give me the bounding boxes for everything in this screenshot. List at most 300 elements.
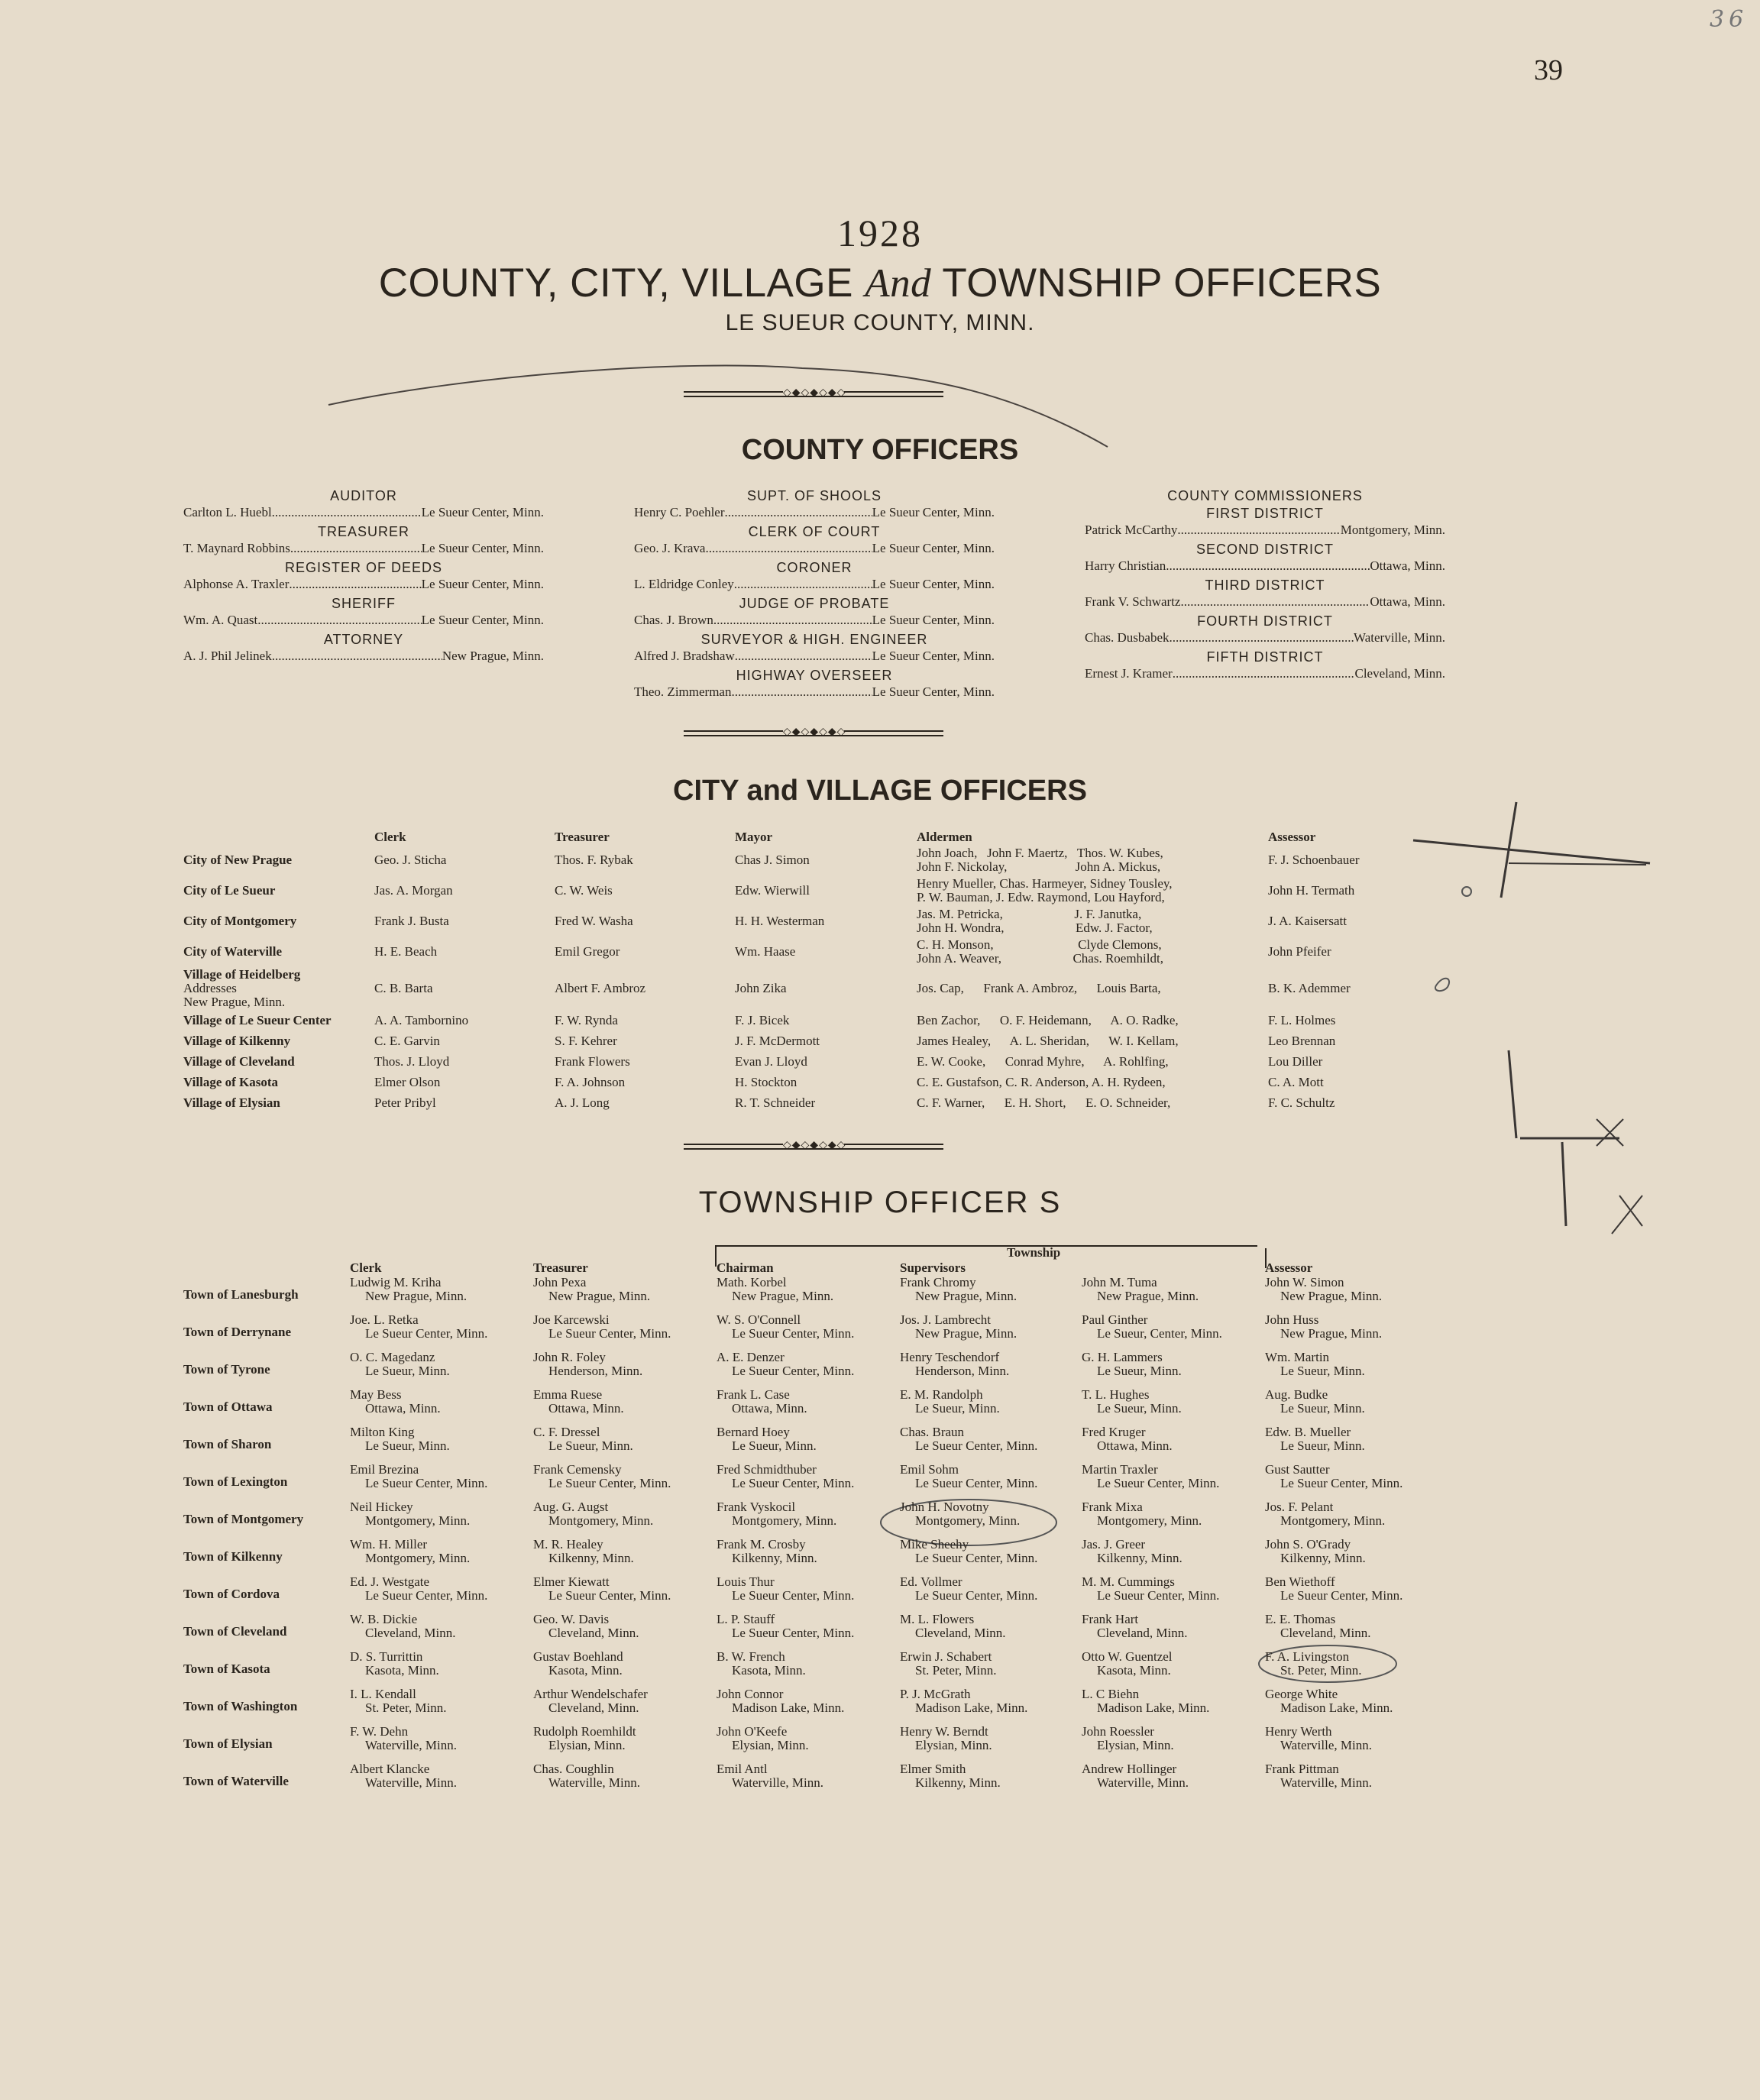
- officer-cell: [350, 1687, 533, 1725]
- county-col-2: [634, 487, 995, 704]
- aldermen-names: Henry Mueller, Chas. Harmeyer, Sidney Tousley, P. W. Bauman, J. Edw. Raymond, Lou Hayford,: [917, 876, 1173, 904]
- officer-name: Ben Wiethoff: [1265, 1574, 1335, 1589]
- assessor-name: John H. Termath: [1268, 883, 1355, 898]
- officer-name: Elmer Kiewatt: [533, 1574, 610, 1589]
- officer-location: Le Sueur Center, Minn.: [872, 577, 995, 591]
- city-row: [183, 845, 1421, 875]
- officer-location: Le Sueur Center, Minn.: [872, 505, 995, 519]
- leader-dots: [1180, 594, 1370, 610]
- township-row: [183, 1313, 1433, 1351]
- officer-address: Le Sueur Center, Minn.: [915, 1551, 1038, 1565]
- treasurer-name: Albert F. Ambroz: [555, 981, 646, 995]
- officer-address: Le Sueur Center, Minn.: [365, 1476, 488, 1490]
- officer-cell: [717, 1388, 900, 1425]
- township-row: [183, 1538, 1433, 1575]
- officer-name: Wm. A. Quast: [183, 613, 258, 627]
- township-row: [183, 1687, 1433, 1725]
- officer-cell: [1265, 1351, 1433, 1388]
- office-holder-row: [1085, 558, 1445, 574]
- officer-address: Le Sueur, Minn.: [915, 1401, 1000, 1416]
- officer-cell: [1265, 1500, 1433, 1538]
- officer-name: Emma Ruese: [533, 1387, 603, 1402]
- township-row: [183, 1500, 1433, 1538]
- clerk-name: C. E. Garvin: [374, 1033, 440, 1048]
- aldermen-names: C. F. Warner, E. H. Short, E. O. Schneider,: [917, 1095, 1171, 1110]
- office-holder-row: [634, 540, 995, 556]
- officer-cell: [350, 1388, 533, 1425]
- officer-cell: [350, 1463, 533, 1500]
- officer-name: Edw. B. Mueller: [1265, 1425, 1351, 1439]
- officer-address: Le Sueur Center, Minn.: [365, 1588, 488, 1603]
- officer-cell: [350, 1650, 533, 1687]
- officer-name: Jos. F. Pelant: [1265, 1500, 1334, 1514]
- officer-cell: [1082, 1725, 1265, 1762]
- officer-address: Kilkenny, Minn.: [548, 1551, 634, 1565]
- officer-cell: [900, 1575, 1082, 1613]
- officer-name: Frank Hart: [1082, 1612, 1139, 1626]
- office-holder-row: [1085, 665, 1445, 681]
- twp-col-treasurer: Treasurer: [533, 1260, 588, 1275]
- officer-cell: [350, 1425, 533, 1463]
- town-name: Town of Lanesburgh: [183, 1286, 299, 1302]
- officer-name: Jos. J. Lambrecht: [900, 1312, 991, 1327]
- officer-name: Fred Schmidthuber: [717, 1462, 817, 1477]
- treasurer-name: Frank Flowers: [555, 1053, 630, 1069]
- officer-name: Wm. Martin: [1265, 1350, 1330, 1364]
- assessor-name: Leo Brennan: [1268, 1033, 1336, 1048]
- town-name: Town of Kilkenny: [183, 1548, 283, 1564]
- clerk-name: Thos. J. Lloyd: [374, 1053, 450, 1069]
- year-heading: 1928: [837, 212, 923, 254]
- office-title: AUDITOR: [330, 488, 397, 503]
- officer-address: Montgomery, Minn.: [1097, 1513, 1202, 1528]
- office-holder-row: [634, 504, 995, 520]
- officer-address: Elysian, Minn.: [915, 1738, 992, 1752]
- officer-address: Le Sueur Center, Minn.: [732, 1364, 855, 1378]
- officer-cell: [717, 1725, 900, 1762]
- leader-dots: [1177, 522, 1340, 538]
- officer-address: Le Sueur, Center, Minn.: [1097, 1326, 1222, 1341]
- officer-name: John W. Simon: [1265, 1275, 1344, 1289]
- leader-dots: [1173, 665, 1355, 681]
- county-col-3: [1085, 487, 1445, 685]
- officer-address: Waterville, Minn.: [1280, 1738, 1372, 1752]
- officer-name: W. S. O'Connell: [717, 1312, 801, 1327]
- place-name: Village of Heidelberg Addresses New Prague, Minn.: [183, 967, 301, 1009]
- officer-cell: [350, 1613, 533, 1650]
- leader-dots: [735, 648, 872, 664]
- officer-address: St. Peter, Minn.: [915, 1663, 997, 1678]
- officer-cell: [1082, 1762, 1265, 1800]
- officer-name: George White: [1265, 1687, 1338, 1701]
- officer-name: Geo. J. Krava: [634, 541, 706, 555]
- officer-name: Henry W. Berndt: [900, 1724, 988, 1739]
- officer-name: Chas. Braun: [900, 1425, 965, 1439]
- officer-cell: [533, 1575, 717, 1613]
- place-name: City of Montgomery: [183, 914, 297, 928]
- officer-cell: [900, 1388, 1082, 1425]
- assessor-name: J. A. Kaisersatt: [1268, 914, 1347, 928]
- officer-name: Ernest J. Kramer: [1085, 666, 1173, 681]
- place-name: City of Waterville: [183, 944, 283, 959]
- township-row: [183, 1575, 1433, 1613]
- leader-dots: [713, 612, 872, 628]
- township-row: [183, 1762, 1433, 1800]
- officer-address: Waterville, Minn.: [732, 1775, 823, 1790]
- officer-address: Cleveland, Minn.: [915, 1626, 1006, 1640]
- officer-location: New Prague, Minn.: [442, 649, 544, 663]
- assessor-name: John Pfeifer: [1268, 944, 1331, 959]
- clerk-name: H. E. Beach: [374, 944, 438, 959]
- officer-address: Le Sueur, Minn.: [1280, 1364, 1365, 1378]
- mayor-name: J. F. McDermott: [735, 1033, 820, 1048]
- township-row: [183, 1463, 1433, 1500]
- clerk-name: C. B. Barta: [374, 981, 433, 995]
- officer-cell: [350, 1313, 533, 1351]
- officer-name: Aug. Budke: [1265, 1387, 1328, 1402]
- officer-name: Chas. Dusbabek: [1085, 630, 1170, 645]
- officer-cell: [717, 1276, 900, 1313]
- officer-cell: [900, 1613, 1082, 1650]
- leader-dots: [1166, 558, 1370, 574]
- officer-address: Le Sueur Center, Minn.: [732, 1626, 855, 1640]
- officer-address: Le Sueur Center, Minn.: [548, 1588, 671, 1603]
- officer-name: Milton King: [350, 1425, 415, 1439]
- officer-name: A. J. Phil Jelinek: [183, 649, 272, 663]
- officer-name: Joe Karcewski: [533, 1312, 610, 1327]
- town-name: Town of Kasota: [183, 1661, 270, 1676]
- place-name: Village of Cleveland: [183, 1053, 295, 1069]
- officer-address: Le Sueur, Minn.: [1097, 1364, 1182, 1378]
- officer-address: Le Sueur Center, Minn.: [365, 1326, 488, 1341]
- col-assessor: Assessor: [1268, 830, 1316, 844]
- officer-name: Chas. J. Brown: [634, 613, 713, 627]
- officer-address: Elysian, Minn.: [1097, 1738, 1174, 1752]
- officer-name: Rudolph Roemhildt: [533, 1724, 636, 1739]
- officer-cell: [350, 1762, 533, 1800]
- place-name: Village of Kasota: [183, 1074, 279, 1089]
- clerk-name: Elmer Olson: [374, 1074, 441, 1089]
- township-row: [183, 1425, 1433, 1463]
- officer-address: Cleveland, Minn.: [548, 1700, 639, 1715]
- officer-address: Le Sueur Center, Minn.: [915, 1588, 1038, 1603]
- officer-name: Arthur Wendelschafer: [533, 1687, 648, 1701]
- aldermen-names: James Healey, A. L. Sheridan, W. I. Kellam,: [917, 1033, 1179, 1048]
- treasurer-name: S. F. Kehrer: [555, 1033, 617, 1048]
- officer-address: New Prague, Minn.: [1280, 1289, 1383, 1303]
- officer-address: Kasota, Minn.: [732, 1663, 806, 1678]
- officer-cell: [900, 1762, 1082, 1800]
- page-title: COUNTY, CITY, VILLAGE And TOWNSHIP OFFICERS: [378, 260, 1382, 306]
- leader-dots: [705, 540, 872, 556]
- officer-name: L. P. Stauff: [717, 1612, 775, 1626]
- ornament-divider: ◇◆◇◆◇◆◇: [684, 1142, 943, 1151]
- officer-cell: [533, 1313, 717, 1351]
- officer-address: Waterville, Minn.: [1280, 1775, 1372, 1790]
- officer-name: D. S. Turrittin: [350, 1649, 423, 1664]
- office-holder-row: [183, 540, 544, 556]
- mayor-name: Chas J. Simon: [735, 853, 810, 867]
- officer-cell: [900, 1650, 1082, 1687]
- city-village-table: [183, 827, 1421, 1113]
- officer-address: Montgomery, Minn.: [732, 1513, 837, 1528]
- office-title: FOURTH DISTRICT: [1197, 613, 1333, 629]
- officer-name: Frank Cemensky: [533, 1462, 622, 1477]
- officer-name: Frank Chromy: [900, 1275, 976, 1289]
- officer-location: Le Sueur Center, Minn.: [421, 505, 544, 519]
- officer-cell: [350, 1276, 533, 1313]
- leader-dots: [272, 648, 442, 664]
- officer-address: Madison Lake, Minn.: [1280, 1700, 1393, 1715]
- office-holder-row: [183, 648, 544, 664]
- officer-location: Le Sueur Center, Minn.: [421, 577, 544, 591]
- officer-name: Louis Thur: [717, 1574, 775, 1589]
- assessor-name: C. A. Mott: [1268, 1074, 1324, 1089]
- office-title: CLERK OF COURT: [748, 524, 881, 539]
- officer-address: Le Sueur, Minn.: [1280, 1438, 1365, 1453]
- officer-name: W. B. Dickie: [350, 1612, 418, 1626]
- officer-cell: [1265, 1650, 1433, 1687]
- officer-name: Chas. Coughlin: [533, 1762, 614, 1776]
- officer-address: New Prague, Minn.: [915, 1326, 1017, 1341]
- officer-address: Montgomery, Minn.: [365, 1513, 471, 1528]
- officer-cell: [1082, 1388, 1265, 1425]
- officer-address: Ottawa, Minn.: [548, 1401, 624, 1416]
- officer-cell: [533, 1463, 717, 1500]
- officer-name: Gust Sautter: [1265, 1462, 1330, 1477]
- place-name: City of Le Sueur: [183, 883, 276, 898]
- officer-name: John Connor: [717, 1687, 784, 1701]
- officer-cell: [1082, 1538, 1265, 1575]
- office-holder-row: [634, 648, 995, 664]
- officer-cell: [1265, 1725, 1433, 1762]
- officer-name: Ed. J. Westgate: [350, 1574, 430, 1589]
- officer-cell: [1265, 1425, 1433, 1463]
- officer-address: Waterville, Minn.: [1097, 1775, 1189, 1790]
- officer-cell: [533, 1613, 717, 1650]
- officer-address: Montgomery, Minn.: [1280, 1513, 1386, 1528]
- officer-address: Le Sueur Center, Minn.: [732, 1476, 855, 1490]
- officer-cell: [900, 1538, 1082, 1575]
- officer-name: Math. Korbel: [717, 1275, 787, 1289]
- assessor-name: F. C. Schultz: [1268, 1095, 1335, 1110]
- officer-name: Neil Hickey: [350, 1500, 413, 1514]
- town-name: Town of Washington: [183, 1698, 298, 1713]
- officer-name: Theo. Zimmerman: [634, 684, 732, 699]
- aldermen-names: E. W. Cooke, Conrad Myhre, A. Rohlfing,: [917, 1053, 1169, 1069]
- officer-name: Frank Mixa: [1082, 1500, 1143, 1514]
- officer-address: New Prague, Minn.: [915, 1289, 1017, 1303]
- twp-col-chairman: Chairman: [717, 1260, 774, 1275]
- officer-address: Cleveland, Minn.: [548, 1626, 639, 1640]
- ornament-divider: ◇◆◇◆◇◆◇: [684, 390, 943, 399]
- clerk-name: Frank J. Busta: [374, 914, 449, 928]
- office-holder-row: [183, 612, 544, 628]
- officer-address: New Prague, Minn.: [1280, 1326, 1383, 1341]
- officer-name: Harry Christian: [1085, 558, 1166, 573]
- officer-location: Le Sueur Center, Minn.: [421, 613, 544, 627]
- officer-address: Le Sueur, Minn.: [1280, 1401, 1365, 1416]
- officer-name: Bernard Hoey: [717, 1425, 790, 1439]
- mayor-name: Edw. Wierwill: [735, 883, 810, 898]
- town-name: Town of Sharon: [183, 1436, 272, 1451]
- assessor-name: F. J. Schoenbauer: [1268, 853, 1360, 867]
- city-row: [183, 1010, 1421, 1031]
- officer-name: John Pexa: [533, 1275, 587, 1289]
- officer-cell: [900, 1276, 1082, 1313]
- mayor-name: H. Stockton: [735, 1074, 798, 1089]
- clerk-name: Geo. J. Sticha: [374, 853, 447, 867]
- leader-dots: [272, 504, 422, 520]
- col-aldermen: Aldermen: [917, 830, 972, 844]
- officer-name: Elmer Smith: [900, 1762, 966, 1776]
- officer-name: John M. Tuma: [1082, 1275, 1157, 1289]
- officer-address: Le Sueur Center, Minn.: [732, 1588, 855, 1603]
- office-title: REGISTER OF DEEDS: [284, 560, 443, 575]
- officer-cell: [717, 1313, 900, 1351]
- officer-address: Waterville, Minn.: [365, 1738, 457, 1752]
- officer-cell: [1265, 1463, 1433, 1500]
- officer-name: T. Maynard Robbins: [183, 541, 290, 555]
- officer-address: Kilkenny, Minn.: [1280, 1551, 1366, 1565]
- officer-cell: [1082, 1687, 1265, 1725]
- officer-name: F. W. Dehn: [350, 1724, 409, 1739]
- officer-name: Erwin J. Schabert: [900, 1649, 992, 1664]
- office-title: ATTORNEY: [323, 632, 404, 647]
- officer-location: Montgomery, Minn.: [1340, 523, 1445, 537]
- officer-cell: [350, 1351, 533, 1388]
- city-row: [183, 1031, 1421, 1051]
- office-holder-row: [1085, 629, 1445, 646]
- officer-address: Montgomery, Minn.: [365, 1551, 471, 1565]
- township-heading: TOWNSHIP OFFICER S: [698, 1186, 1062, 1219]
- officer-cell: [533, 1500, 717, 1538]
- officer-cell: [533, 1762, 717, 1800]
- officer-name: Martin Traxler: [1082, 1462, 1158, 1477]
- officer-address: Le Sueur Center, Minn.: [1280, 1588, 1403, 1603]
- officer-cell: [900, 1313, 1082, 1351]
- page-number: 39: [1534, 54, 1563, 86]
- leader-dots: [290, 540, 422, 556]
- officer-name: May Bess: [350, 1387, 402, 1402]
- officer-cell: [717, 1538, 900, 1575]
- twp-col-clerk: Clerk: [350, 1260, 382, 1275]
- township-table: [183, 1245, 1433, 1800]
- officer-location: Cleveland, Minn.: [1354, 666, 1445, 681]
- office-title: THIRD DISTRICT: [1205, 578, 1325, 593]
- officer-cell: [1082, 1650, 1265, 1687]
- officer-cell: [1082, 1575, 1265, 1613]
- mayor-name: H. H. Westerman: [735, 914, 825, 928]
- officer-address: Madison Lake, Minn.: [915, 1700, 1028, 1715]
- officer-address: Elysian, Minn.: [732, 1738, 809, 1752]
- town-name: Town of Derrynane: [183, 1324, 292, 1339]
- officer-name: Geo. W. Davis: [533, 1612, 610, 1626]
- city-row: [183, 967, 1421, 1010]
- officer-address: Le Sueur Center, Minn.: [1097, 1588, 1220, 1603]
- county-officers-heading: COUNTY OFFICERS: [741, 434, 1019, 466]
- leader-dots: [289, 576, 421, 592]
- assessor-name: F. L. Holmes: [1268, 1012, 1336, 1027]
- township-row: [183, 1388, 1433, 1425]
- col-clerk: Clerk: [374, 830, 406, 844]
- place-name: Village of Kilkenny: [183, 1033, 291, 1048]
- city-row: [183, 906, 1421, 937]
- officer-location: Waterville, Minn.: [1354, 630, 1445, 645]
- officer-location: Le Sueur Center, Minn.: [872, 649, 995, 663]
- officer-name: Andrew Hollinger: [1082, 1762, 1177, 1776]
- leader-dots: [725, 504, 872, 520]
- officer-cell: [717, 1351, 900, 1388]
- officer-name: I. L. Kendall: [350, 1687, 416, 1701]
- place-name: Village of Elysian: [183, 1095, 280, 1110]
- officer-name: Otto W. Guentzel: [1082, 1649, 1173, 1664]
- officer-cell: [717, 1613, 900, 1650]
- twp-col-assessor: Assessor: [1265, 1260, 1313, 1275]
- officer-name: Joe. L. Retka: [350, 1312, 419, 1327]
- officer-cell: [1082, 1425, 1265, 1463]
- officer-cell: [1265, 1276, 1433, 1313]
- officer-address: Madison Lake, Minn.: [732, 1700, 845, 1715]
- officer-address: Montgomery, Minn.: [915, 1513, 1021, 1528]
- office-title: SHERIFF: [331, 596, 396, 611]
- office-title: JUDGE OF PROBATE: [739, 596, 890, 611]
- officer-name: Alphonse A. Traxler: [183, 577, 290, 591]
- officer-name: John Huss: [1265, 1312, 1319, 1327]
- office-holder-row: [634, 576, 995, 592]
- officer-address: Le Sueur, Minn.: [732, 1438, 817, 1453]
- officer-cell: [1082, 1463, 1265, 1500]
- officer-location: Le Sueur Center, Minn.: [872, 684, 995, 699]
- office-holder-row: [1085, 522, 1445, 538]
- officer-location: Ottawa, Minn.: [1370, 558, 1445, 573]
- mayor-name: John Zika: [735, 981, 787, 995]
- officer-cell: [717, 1425, 900, 1463]
- officer-name: John O'Keefe: [717, 1724, 788, 1739]
- officer-cell: [1265, 1388, 1433, 1425]
- officer-address: Le Sueur, Minn.: [365, 1438, 450, 1453]
- officer-name: Henry C. Poehler: [634, 505, 725, 519]
- officer-name: T. L. Hughes: [1082, 1387, 1150, 1402]
- officer-cell: [533, 1388, 717, 1425]
- city-row: [183, 875, 1421, 906]
- handwritten-page-mark: 36: [1710, 6, 1749, 33]
- mayor-name: F. J. Bicek: [735, 1012, 790, 1027]
- officer-cell: [1265, 1687, 1433, 1725]
- city-village-heading: CITY and VILLAGE OFFICERS: [673, 775, 1087, 807]
- officer-location: Le Sueur Center, Minn.: [872, 541, 995, 555]
- officer-name: Carlton L. Huebl: [183, 505, 272, 519]
- col-treasurer: Treasurer: [555, 830, 610, 844]
- officer-name: M. L. Flowers: [900, 1612, 975, 1626]
- officer-cell: [717, 1575, 900, 1613]
- officer-address: Kilkenny, Minn.: [1097, 1551, 1182, 1565]
- officer-address: Ottawa, Minn.: [1097, 1438, 1173, 1453]
- officer-name: G. H. Lammers: [1082, 1350, 1163, 1364]
- officer-name: Frank L. Case: [717, 1387, 790, 1402]
- leader-dots: [257, 612, 421, 628]
- town-name: Town of Lexington: [183, 1474, 288, 1489]
- city-row: [183, 937, 1421, 967]
- office-title: FIRST DISTRICT: [1206, 506, 1324, 521]
- aldermen-names: Ben Zachor, O. F. Heidemann, A. O. Radke,: [917, 1012, 1179, 1027]
- officer-address: Le Sueur Center, Minn.: [548, 1326, 671, 1341]
- officer-cell: [1265, 1538, 1433, 1575]
- officer-name: Mike Sheehy: [900, 1537, 969, 1552]
- office-holder-row: [1085, 594, 1445, 610]
- aldermen-names: C. H. Monson, Clyde Clemons, John A. Weaver, Chas. Roemhildt,: [917, 937, 1163, 966]
- officer-cell: [533, 1650, 717, 1687]
